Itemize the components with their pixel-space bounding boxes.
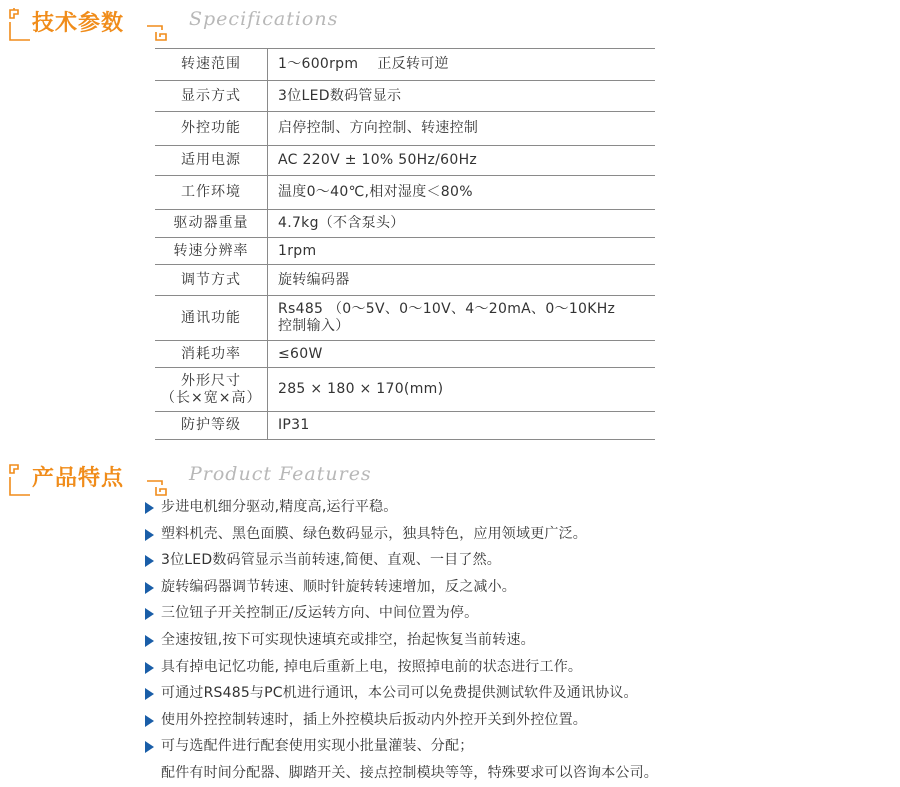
spec-label-line: 转速分辨率 bbox=[173, 242, 249, 259]
triangle-bullet-icon bbox=[145, 582, 154, 594]
feature-text: 全速按钮,按下可实现快速填充或排空，抬起恢复当前转速。 bbox=[161, 631, 535, 648]
feature-item bbox=[145, 733, 895, 760]
spec-label-line: 防护等级 bbox=[181, 417, 241, 433]
spec-value bbox=[268, 368, 656, 412]
feature-continuation: 配件有时间分配器、脚踏开关、接点控制模块等等，特殊要求可以咨询本公司。 bbox=[161, 764, 658, 781]
spec-value bbox=[268, 81, 656, 112]
spec-value bbox=[268, 176, 656, 210]
features-list bbox=[145, 494, 895, 787]
triangle-bullet-icon bbox=[145, 608, 154, 620]
spec-label bbox=[155, 368, 268, 412]
spec-label bbox=[155, 112, 268, 146]
spec-value-line: 3位LED数码管显示 bbox=[278, 87, 402, 104]
spec-value bbox=[268, 210, 656, 238]
spec-row bbox=[155, 81, 655, 112]
specifications-subtitle: Specifications bbox=[189, 8, 339, 30]
triangle-bullet-icon bbox=[145, 741, 154, 753]
feature-text: 具有掉电记忆功能, 掉电后重新上电，按照掉电前的状态进行工作。 bbox=[161, 658, 583, 675]
spec-label-line: （长×宽×高） bbox=[161, 389, 262, 406]
feature-text: 步进电机细分驱动,精度高,运行平稳。 bbox=[161, 499, 398, 515]
spec-label bbox=[155, 341, 268, 368]
spec-row bbox=[155, 368, 655, 412]
triangle-bullet-icon bbox=[145, 635, 154, 647]
feature-text: 旋转编码器调节转速、顺时针旋转转速增加，反之减小。 bbox=[161, 578, 516, 595]
spec-label-line: 通讯功能 bbox=[181, 309, 241, 326]
spec-label bbox=[155, 49, 268, 81]
spec-value bbox=[268, 112, 656, 146]
spec-value-line: 启停控制、方向控制、转速控制 bbox=[278, 120, 479, 136]
spec-value-line: Rs485 （0～5V、0～10V、4～20mA、0～10KHz bbox=[278, 301, 616, 317]
spec-label-line: 显示方式 bbox=[181, 87, 241, 104]
spec-row bbox=[155, 238, 655, 265]
spec-value bbox=[268, 265, 656, 296]
features-subtitle: Product Features bbox=[189, 463, 372, 485]
feature-text: 使用外控控制转速时，插上外控模块后扳动内外控开关到外控位置。 bbox=[161, 711, 587, 728]
spec-value bbox=[268, 341, 656, 368]
spec-row bbox=[155, 412, 655, 440]
triangle-bullet-icon bbox=[145, 715, 154, 727]
feature-text: 3位LED数码管显示当前转速,简便、直观、一目了然。 bbox=[161, 552, 501, 569]
spec-value bbox=[268, 49, 656, 81]
spec-value-line: 控制输入） bbox=[278, 318, 350, 334]
spec-value-line: ≤60W bbox=[278, 345, 323, 362]
corner-ornament-icon bbox=[146, 24, 168, 42]
feature-item bbox=[145, 627, 895, 654]
triangle-bullet-icon bbox=[145, 555, 154, 567]
spec-label-line: 消耗功率 bbox=[181, 345, 241, 362]
spec-label-line: 驱动器重量 bbox=[173, 215, 249, 231]
features-header bbox=[0, 457, 420, 497]
spec-row bbox=[155, 49, 655, 81]
spec-label bbox=[155, 210, 268, 238]
spec-value-line: 285 × 180 × 170(mm) bbox=[278, 381, 444, 397]
feature-item bbox=[145, 707, 895, 734]
spec-label-line: 调节方式 bbox=[181, 271, 241, 288]
specifications-table bbox=[155, 48, 655, 440]
specifications-title: 技术参数 bbox=[32, 11, 125, 36]
spec-value bbox=[268, 146, 656, 176]
spec-row bbox=[155, 112, 655, 146]
triangle-bullet-icon bbox=[145, 688, 154, 700]
spec-value-line: 1rpm bbox=[278, 242, 317, 259]
spec-label bbox=[155, 176, 268, 210]
spec-value-line: IP31 bbox=[278, 417, 310, 433]
specifications-header bbox=[0, 2, 420, 42]
spec-value-line: AC 220V ± 10% 50Hz/60Hz bbox=[278, 152, 478, 168]
spec-label bbox=[155, 265, 268, 296]
spec-label bbox=[155, 146, 268, 176]
spec-value bbox=[268, 296, 656, 341]
feature-text: 可通过RS485与PC机进行通讯，本公司可以免费提供测试软件及通讯协议。 bbox=[161, 685, 638, 702]
spec-row bbox=[155, 265, 655, 296]
corner-ornament-icon bbox=[8, 463, 34, 497]
feature-item bbox=[145, 574, 895, 601]
feature-text: 三位钮子开关控制正/反运转方向、中间位置为停。 bbox=[161, 605, 479, 622]
feature-text: 可与选配件进行配套使用实现小批量灌装、分配； bbox=[161, 738, 474, 755]
spec-label bbox=[155, 81, 268, 112]
spec-label-line: 外控功能 bbox=[181, 120, 241, 136]
spec-label-line: 适用电源 bbox=[181, 152, 241, 168]
spec-row bbox=[155, 176, 655, 210]
spec-value bbox=[268, 238, 656, 265]
spec-label bbox=[155, 412, 268, 440]
spec-label-line: 外形尺寸 bbox=[181, 372, 241, 389]
feature-item bbox=[145, 600, 895, 627]
triangle-bullet-icon bbox=[145, 662, 154, 674]
feature-item bbox=[145, 654, 895, 681]
triangle-bullet-icon bbox=[145, 529, 154, 541]
feature-item bbox=[145, 680, 895, 707]
corner-ornament-icon bbox=[8, 8, 34, 42]
feature-item bbox=[145, 547, 895, 574]
spec-label-line: 工作环境 bbox=[181, 184, 241, 200]
feature-text: 塑料机壳、黑色面膜、绿色数码显示，独具特色，应用领域更广泛。 bbox=[161, 525, 587, 542]
feature-item bbox=[145, 521, 895, 548]
spec-row bbox=[155, 296, 655, 341]
spec-label-line: 转速范围 bbox=[181, 56, 241, 72]
spec-label bbox=[155, 238, 268, 265]
spec-row bbox=[155, 341, 655, 368]
feature-item bbox=[145, 494, 895, 521]
spec-value-line: 1～600rpm 正反转可逆 bbox=[278, 56, 449, 72]
triangle-bullet-icon bbox=[145, 502, 154, 514]
spec-value-line: 温度0～40℃,相对湿度＜80% bbox=[278, 184, 473, 200]
spec-value-line: 4.7kg（不含泵头） bbox=[278, 215, 405, 231]
spec-label bbox=[155, 296, 268, 341]
spec-value-line: 旋转编码器 bbox=[278, 271, 350, 288]
spec-value bbox=[268, 412, 656, 440]
spec-row bbox=[155, 210, 655, 238]
features-title: 产品特点 bbox=[32, 466, 125, 491]
spec-row bbox=[155, 146, 655, 176]
